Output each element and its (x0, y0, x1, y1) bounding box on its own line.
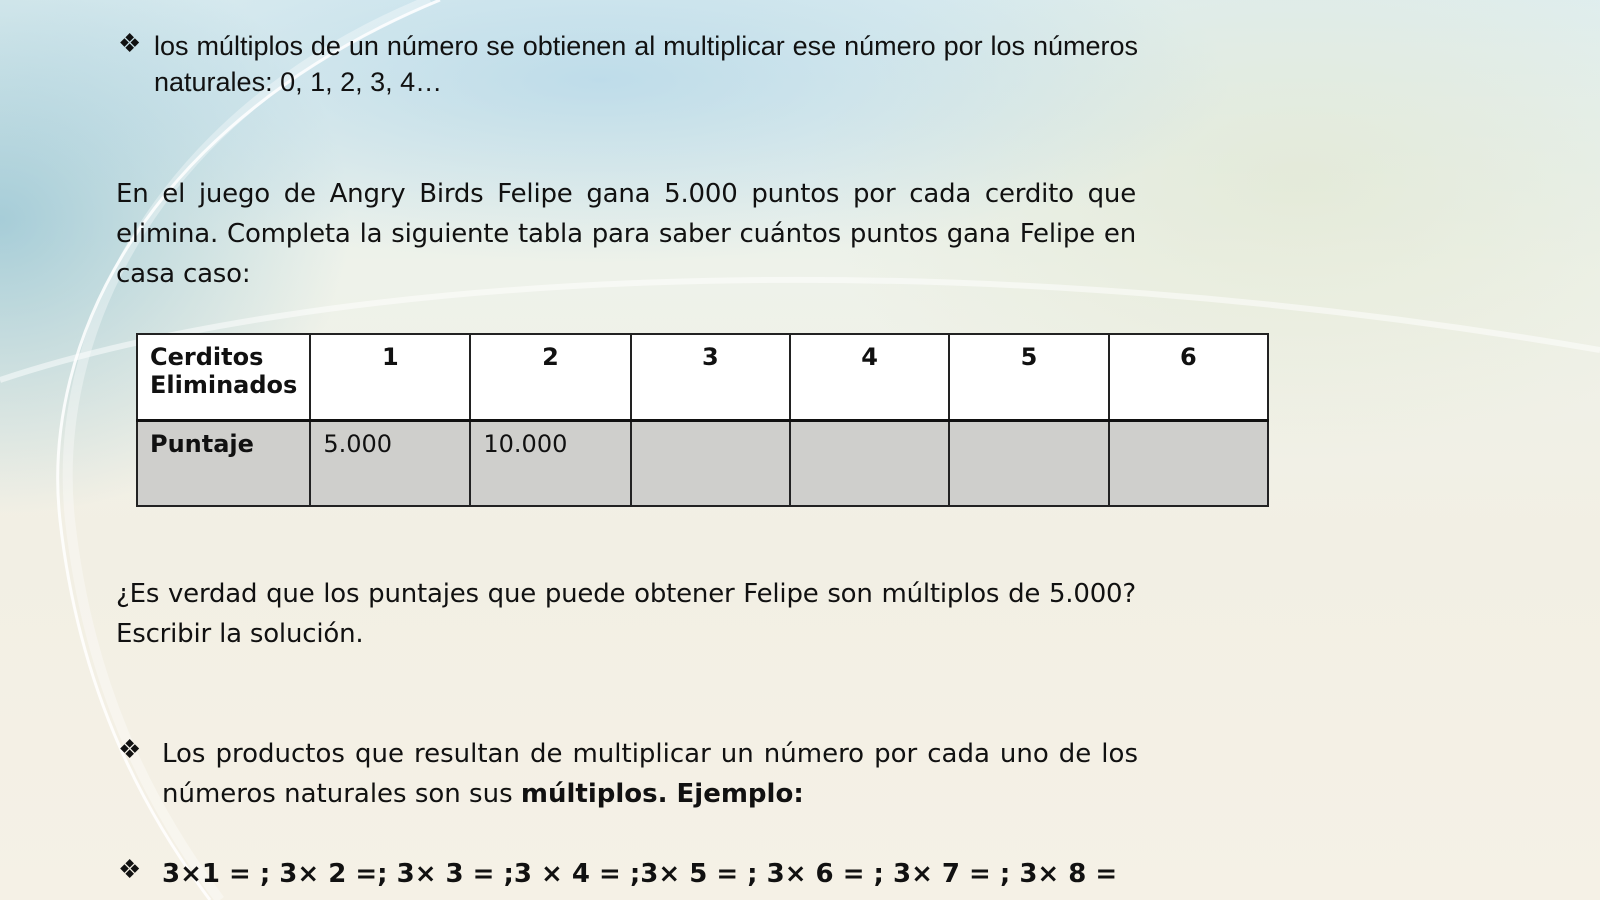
header-cell: 5 (949, 334, 1108, 420)
exercise-text: 3×1 = ; 3× 2 =; 3× 3 = ;3 × 4 = ;3× 5 = ; 3× 6 = ; 3× 7 = ; 3× 8 = (162, 859, 1118, 889)
value-cell (949, 420, 1108, 506)
diamond-bullet-icon: ❖ (118, 28, 142, 58)
definition-plain: Los productos que resultan de multiplicar un número por cada uno de los números naturales son sus (162, 739, 1138, 809)
header-label-line1: Cerditos (150, 343, 264, 371)
question-paragraph: ¿Es verdad que los puntajes que puede obtener Felipe son múltiplos de 5.000? Escribir la solución. (116, 579, 1136, 649)
definition-text (162, 734, 1138, 814)
value-cell (1109, 420, 1268, 506)
value-cell (790, 420, 949, 506)
diamond-bullet-icon: ❖ (118, 854, 142, 884)
table-header-row (137, 334, 1268, 420)
intro-text: los múltiplos de un número se obtienen al multiplicar ese número por los números naturales: 0, 1, 2, 3, 4… (154, 31, 1138, 97)
table-row (137, 420, 1268, 506)
exercise-bullet (118, 854, 1218, 894)
intro-bullet (118, 28, 1138, 100)
header-cell: 6 (1109, 334, 1268, 420)
row-label-cell: Puntaje (137, 420, 310, 506)
value-cell (631, 420, 790, 506)
problem-paragraph: En el juego de Angry Birds Felipe gana 5.000 puntos por cada cerdito que elimina. Completa la siguiente tabla para saber cuántos puntos gana Felipe en casa caso: (116, 179, 1136, 289)
value-cell: 10.000 (470, 420, 630, 506)
value-cell: 5.000 (310, 420, 470, 506)
scores-table (136, 333, 1269, 507)
header-label-cell (137, 334, 310, 420)
header-cell: 4 (790, 334, 949, 420)
header-label-line2: Eliminados (150, 371, 298, 399)
header-cell: 1 (310, 334, 470, 420)
definition-bold: múltiplos. Ejemplo: (520, 779, 804, 809)
diamond-bullet-icon: ❖ (118, 734, 142, 764)
header-cell: 3 (631, 334, 790, 420)
definition-bullet (118, 734, 1138, 814)
header-cell: 2 (470, 334, 630, 420)
